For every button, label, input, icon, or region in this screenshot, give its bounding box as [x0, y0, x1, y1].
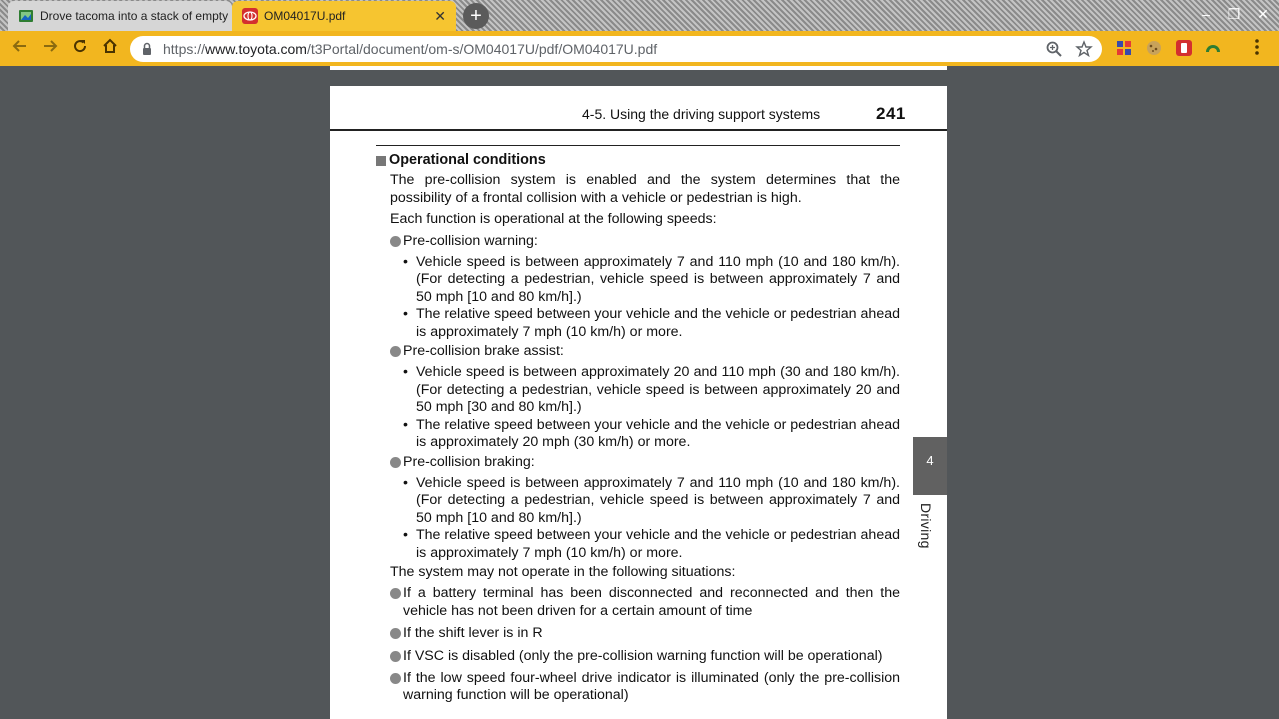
- url-text[interactable]: [163, 41, 657, 57]
- function-items: [402, 475, 900, 562]
- condition-item: [390, 648, 900, 665]
- chapter-tab: 4: [913, 437, 947, 495]
- function-items: [402, 254, 900, 341]
- function-name: Pre-collision warning:: [403, 232, 538, 249]
- circle-bullet-icon: [390, 457, 401, 468]
- heading-text: Operational conditions: [389, 152, 546, 168]
- circle-bullet-icon: [390, 588, 401, 599]
- lock-icon: [142, 42, 152, 56]
- address-bar[interactable]: [130, 36, 1102, 62]
- page-number: 241: [876, 104, 906, 123]
- section-header: 4-5. Using the driving support systems: [582, 106, 821, 122]
- square-bullet-icon: [376, 156, 386, 166]
- previous-page-edge: [330, 66, 947, 70]
- list-item: • The relative speed between your vehicle and the vehicle or pedestrian ahead is approximately 7 mph (10 km/h) or more.: [402, 527, 900, 562]
- tab-pdf[interactable]: [232, 1, 456, 31]
- intro-paragraph: The pre-collision system is enabled and the system determines that the possibility of a frontal collision with a vehicle or pedestrian is high.: [390, 172, 900, 206]
- condition-text: If a battery terminal has been disconnected and reconnected and then the vehicle has not been driven for a certain amount of time: [403, 585, 900, 619]
- back-arrow-icon: [11, 37, 29, 55]
- circle-bullet-icon: [390, 346, 401, 357]
- browser-toolbar: [0, 31, 1279, 66]
- list-item: • Vehicle speed is between approximately 7 and 110 mph (10 and 180 km/h). (For detecting a pedestrian, vehicle speed is between approximately 7 and 50 mph [10 and 80 km/h].): [402, 475, 900, 527]
- list-item: • Vehicle speed is between approximately 20 and 110 mph (30 and 180 km/h). (For detecting a pedestrian, vehicle speed is between approximately 20 and 50 mph [30 and 80 km/h].): [402, 364, 900, 416]
- circle-bullet-icon: [390, 651, 401, 662]
- circle-bullet-icon: [390, 236, 401, 247]
- tab-title: OM04017U.pdf: [264, 9, 346, 23]
- condition-text: If VSC is disabled (only the pre-collision warning function will be operational): [403, 647, 883, 664]
- url-host: www.toyota.com: [205, 41, 307, 57]
- function-name: Pre-collision brake assist:: [403, 343, 564, 360]
- extension-cookie-icon[interactable]: [1146, 40, 1162, 56]
- function-items: [402, 364, 900, 451]
- tab-close-icon[interactable]: ✕: [434, 7, 446, 24]
- section-heading: [376, 152, 900, 169]
- new-tab-button[interactable]: +: [463, 3, 489, 29]
- chapter-label: Driving: [918, 503, 934, 549]
- function-heading: [390, 233, 900, 250]
- bookmark-star-icon[interactable]: [1075, 40, 1093, 58]
- pdf-page: [330, 86, 947, 719]
- browser-menu-button[interactable]: [1252, 38, 1262, 58]
- not-operate-intro: The system may not operate in the following situations:: [390, 563, 736, 580]
- circle-bullet-icon: [390, 673, 401, 684]
- minimize-button[interactable]: –: [1202, 6, 1210, 22]
- toyota-favicon-icon: [242, 8, 258, 24]
- extension-grid-icon[interactable]: [1116, 40, 1132, 56]
- header-divider: [330, 129, 947, 131]
- tab-strip: [0, 0, 1279, 31]
- more-vert-icon: [1254, 38, 1260, 56]
- function-name: Pre-collision braking:: [403, 453, 535, 470]
- list-item: • Vehicle speed is between approximately 7 and 110 mph (10 and 180 km/h). (For detecting a pedestrian, vehicle speed is between approximately 7 and 50 mph [10 and 80 km/h].): [402, 254, 900, 306]
- content-divider: [376, 145, 900, 146]
- reload-icon: [71, 37, 89, 55]
- back-button[interactable]: [9, 37, 31, 59]
- close-window-button[interactable]: ✕: [1257, 6, 1269, 22]
- extension-red-icon[interactable]: [1176, 40, 1192, 56]
- condition-item: [390, 585, 900, 620]
- restore-button[interactable]: ❐: [1227, 6, 1241, 22]
- tab-reddit[interactable]: [8, 1, 232, 31]
- image-favicon-icon: [18, 8, 34, 24]
- tab-title: Drove tacoma into a stack of empty: [40, 9, 229, 23]
- home-icon: [101, 37, 119, 55]
- forward-button[interactable]: [39, 37, 61, 59]
- list-item: • The relative speed between your vehicle and the vehicle or pedestrian ahead is approximately 7 mph (10 km/h) or more.: [402, 306, 900, 341]
- condition-text: If the low speed four-wheel drive indicator is illuminated (only the pre-collision warning function will be operational): [403, 669, 900, 704]
- url-scheme: https://: [163, 41, 206, 57]
- function-heading: [390, 454, 900, 471]
- list-item: • The relative speed between your vehicle and the vehicle or pedestrian ahead is approximately 20 mph (30 km/h) or more.: [402, 417, 900, 452]
- zoom-icon[interactable]: [1045, 40, 1063, 58]
- circle-bullet-icon: [390, 628, 401, 639]
- forward-arrow-icon: [41, 37, 59, 55]
- condition-item: [390, 670, 900, 705]
- reload-button[interactable]: [69, 37, 91, 59]
- speeds-intro: Each function is operational at the following speeds:: [390, 211, 717, 228]
- condition-item: [390, 625, 900, 642]
- url-path: /t3Portal/document/om-s/OM04017U/pdf/OM04017U.pdf: [306, 41, 658, 57]
- function-heading: [390, 343, 900, 360]
- home-button[interactable]: [99, 37, 121, 59]
- page-content: [376, 152, 900, 710]
- condition-text: If the shift lever is in R: [403, 625, 543, 642]
- extension-green-icon[interactable]: [1205, 40, 1221, 56]
